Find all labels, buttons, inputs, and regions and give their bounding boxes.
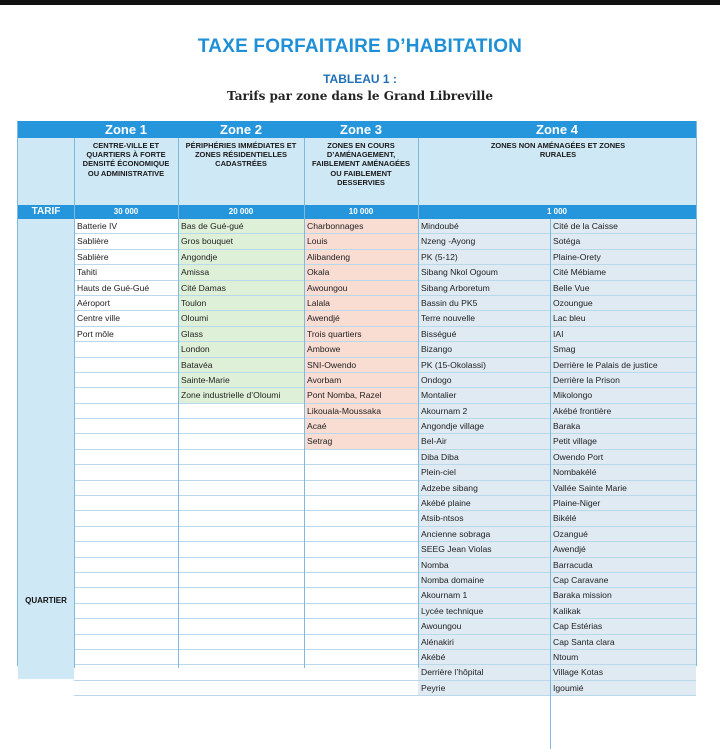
empty-cell xyxy=(178,542,304,557)
table-cell: Petit village xyxy=(550,434,696,449)
empty-cell xyxy=(304,665,418,680)
table-cell: Nombakélé xyxy=(550,465,696,480)
top-bar xyxy=(0,0,720,5)
zone3-column xyxy=(304,219,418,696)
table-cell: Zone industrielle d’Oloumi xyxy=(178,388,304,403)
zone4-tarif: 1 000 xyxy=(546,207,568,216)
table-cell: Cap Caravane xyxy=(550,573,696,588)
table-cell: Acaé xyxy=(304,419,418,434)
empty-cell xyxy=(304,465,418,480)
table-cell: Bizango xyxy=(418,342,550,357)
empty-cell xyxy=(178,604,304,619)
table-cell: Charbonnages xyxy=(304,219,418,234)
table-cell: Cap Estérias xyxy=(550,619,696,634)
empty-cell xyxy=(74,496,178,511)
table-cell: Vallée Sainte Marie xyxy=(550,481,696,496)
empty-cell xyxy=(74,404,178,419)
table-cell: Likouala-Moussaka xyxy=(304,404,418,419)
empty-cell xyxy=(74,450,178,465)
table-cell: Cité de la Caisse xyxy=(550,219,696,234)
table-cell: SNI-Owendo xyxy=(304,358,418,373)
table-cell: Gros bouquet xyxy=(178,234,304,249)
table-cell: Sablière xyxy=(74,250,178,265)
table-cell: Nomba domaine xyxy=(418,573,550,588)
table-cell: Barracuda xyxy=(550,558,696,573)
empty-cell xyxy=(178,527,304,542)
table-cell: Diba Diba xyxy=(418,450,550,465)
table-cell: Cap Santa clara xyxy=(550,635,696,650)
table-cell: Bikélé xyxy=(550,511,696,526)
zone3-tarif: 10 000 xyxy=(348,207,374,216)
empty-cell xyxy=(74,511,178,526)
table-cell: Angondje xyxy=(178,250,304,265)
table-cell: Alénakiri xyxy=(418,635,550,650)
table-cell: Cité Mébiame xyxy=(550,265,696,280)
table-cell: Derrière le Palais de justice xyxy=(550,358,696,373)
table-cell: Glass xyxy=(178,327,304,342)
table-cell: Sibang Arboretum xyxy=(418,281,550,296)
table-cell: Sotéga xyxy=(550,234,696,249)
table-cell: Plein-ciel xyxy=(418,465,550,480)
empty-cell xyxy=(304,527,418,542)
table-cell: Awoungou xyxy=(304,281,418,296)
table-cell: Bassin du PK5 xyxy=(418,296,550,311)
table-cell: Sainte-Marie xyxy=(178,373,304,388)
empty-cell xyxy=(304,604,418,619)
table-cell: PK (5-12) xyxy=(418,250,550,265)
zone3-header: Zone 3 xyxy=(304,121,418,138)
zone2-description: PÉRIPHÉRIES IMMÉDIATES ET ZONES RÉSIDENTIELLES CADASTRÉES xyxy=(185,141,297,169)
table-cell: Toulon xyxy=(178,296,304,311)
empty-cell xyxy=(304,558,418,573)
table-cell: Sibang Nkol Ogoum xyxy=(418,265,550,280)
table-cell: Derrière l’hôpital xyxy=(418,665,550,680)
empty-cell xyxy=(74,542,178,557)
divider xyxy=(178,138,179,668)
quartier-label: QUARTIER xyxy=(25,596,67,605)
empty-cell xyxy=(178,573,304,588)
table-cell: Terre nouvelle xyxy=(418,311,550,326)
table-cell: Amissa xyxy=(178,265,304,280)
table-cell: Ondogo xyxy=(418,373,550,388)
empty-cell xyxy=(178,650,304,665)
empty-cell xyxy=(74,481,178,496)
empty-cell xyxy=(74,419,178,434)
table-number: TABLEAU 1 : xyxy=(323,72,397,86)
zone1-column xyxy=(74,219,178,696)
table-cell: Baraka xyxy=(550,419,696,434)
empty-cell xyxy=(304,450,418,465)
empty-cell xyxy=(74,342,178,357)
table-cell: Baraka mission xyxy=(550,588,696,603)
empty-cell xyxy=(304,619,418,634)
table-cell: Lycée technique xyxy=(418,604,550,619)
table-cell: Louis xyxy=(304,234,418,249)
empty-cell xyxy=(74,388,178,403)
empty-cell xyxy=(304,481,418,496)
table-caption: Tarifs par zone dans le Grand Libreville xyxy=(226,89,493,103)
side-column xyxy=(18,219,74,679)
table-cell: Hauts de Gué-Gué xyxy=(74,281,178,296)
table-cell: Awendjé xyxy=(304,311,418,326)
empty-cell xyxy=(178,511,304,526)
table-cell: Angondje village xyxy=(418,419,550,434)
zone4-header: Zone 4 xyxy=(418,121,696,138)
empty-cell xyxy=(178,404,304,419)
table-cell: Akébé plaine xyxy=(418,496,550,511)
empty-cell xyxy=(178,450,304,465)
zone4-description: ZONES NON AMÉNAGÉES ET ZONES RURALES xyxy=(490,141,626,160)
empty-cell xyxy=(304,635,418,650)
table-cell: PK (15-Okolassi) xyxy=(418,358,550,373)
empty-cell xyxy=(178,496,304,511)
empty-cell xyxy=(74,588,178,603)
tarif-label: TARIF xyxy=(31,206,61,217)
table-cell: Bisségué xyxy=(418,327,550,342)
table-cell: London xyxy=(178,342,304,357)
table-cell: Plaine-Niger xyxy=(550,496,696,511)
table-cell: Nomba xyxy=(418,558,550,573)
tariff-table xyxy=(17,121,697,693)
table-cell: Port môle xyxy=(74,327,178,342)
table-cell: Okala xyxy=(304,265,418,280)
empty-cell xyxy=(74,527,178,542)
empty-cell xyxy=(74,358,178,373)
empty-cell xyxy=(74,604,178,619)
table-cell: Aéroport xyxy=(74,296,178,311)
table-cell: Bel-Air xyxy=(418,434,550,449)
zone4-right-column xyxy=(550,219,696,696)
divider xyxy=(304,138,305,668)
table-cell: Adzebe sibang xyxy=(418,481,550,496)
table-cell: Peyrie xyxy=(418,681,550,696)
table-cell: Setrag xyxy=(304,434,418,449)
table-cell: SEEG Jean Violas xyxy=(418,542,550,557)
table-cell: Awoungou xyxy=(418,619,550,634)
zone2-column xyxy=(178,219,304,696)
table-cell: Ntoum xyxy=(550,650,696,665)
empty-cell xyxy=(178,619,304,634)
table-cell: Bas de Gué-gué xyxy=(178,219,304,234)
table-cell: Ancienne sobraga xyxy=(418,527,550,542)
table-cell: Lac bleu xyxy=(550,311,696,326)
table-cell: Village Kotas xyxy=(550,665,696,680)
table-cell: Akébé xyxy=(418,650,550,665)
zone3-description: ZONES EN COURS D’AMÉNAGEMENT, FAIBLEMENT AMÉNAGÉES OU FAIBLEMENT DESSERVIES xyxy=(311,141,411,187)
table-cell: Cité Damas xyxy=(178,281,304,296)
empty-cell xyxy=(74,681,178,696)
table-cell: Ozangué xyxy=(550,527,696,542)
table-cell: Ozoungue xyxy=(550,296,696,311)
table-cell: Nzeng -Ayong xyxy=(418,234,550,249)
table-cell: Derrière la Prison xyxy=(550,373,696,388)
empty-cell xyxy=(178,588,304,603)
empty-cell xyxy=(178,635,304,650)
empty-cell xyxy=(74,573,178,588)
empty-cell xyxy=(304,681,418,696)
empty-cell xyxy=(178,419,304,434)
divider xyxy=(74,138,75,668)
table-cell: Pont Nomba, Razel xyxy=(304,388,418,403)
divider xyxy=(418,138,419,668)
table-cell: Lalala xyxy=(304,296,418,311)
table-cell: Tahiti xyxy=(74,265,178,280)
table-cell: Belle Vue xyxy=(550,281,696,296)
empty-cell xyxy=(74,635,178,650)
table-cell: Owendo Port xyxy=(550,450,696,465)
table-cell: Trois quartiers xyxy=(304,327,418,342)
empty-cell xyxy=(178,434,304,449)
empty-cell xyxy=(304,573,418,588)
empty-cell xyxy=(304,650,418,665)
table-cell: Batterie IV xyxy=(74,219,178,234)
table-cell: IAI xyxy=(550,327,696,342)
table-cell: Akébé frontière xyxy=(550,404,696,419)
page-title: TAXE FORFAITAIRE D’HABITATION xyxy=(197,36,523,57)
empty-cell xyxy=(178,665,304,680)
table-cell: Plaine-Orety xyxy=(550,250,696,265)
empty-cell xyxy=(304,588,418,603)
table-cell: Smag xyxy=(550,342,696,357)
table-cell: Sablière xyxy=(74,234,178,249)
table-cell: Ambowe xyxy=(304,342,418,357)
table-cell: Mikolongo xyxy=(550,388,696,403)
empty-cell xyxy=(304,511,418,526)
zone2-tarif: 20 000 xyxy=(228,207,254,216)
table-cell: Atsib-ntsos xyxy=(418,511,550,526)
divider xyxy=(550,219,551,749)
empty-cell xyxy=(304,496,418,511)
empty-cell xyxy=(178,465,304,480)
table-cell: Avorbam xyxy=(304,373,418,388)
zone4-left-column xyxy=(418,219,550,696)
table-cell: Awendjé xyxy=(550,542,696,557)
zone1-description: CENTRE-VILLE ET QUARTIERS À FORTE DENSITÉ ÉCONOMIQUE OU ADMINISTRATIVE xyxy=(82,141,170,178)
empty-cell xyxy=(74,650,178,665)
table-cell: Montalier xyxy=(418,388,550,403)
table-cell: Oloumi xyxy=(178,311,304,326)
empty-cell xyxy=(178,681,304,696)
table-cell: Akournam 2 xyxy=(418,404,550,419)
table-cell: Akournam 1 xyxy=(418,588,550,603)
table-cell: Batavéa xyxy=(178,358,304,373)
empty-cell xyxy=(178,558,304,573)
empty-cell xyxy=(74,465,178,480)
empty-cell xyxy=(74,434,178,449)
table-cell: Alibandeng xyxy=(304,250,418,265)
empty-cell xyxy=(74,665,178,680)
table-cell: Kalikak xyxy=(550,604,696,619)
zone1-tarif: 30 000 xyxy=(113,207,139,216)
zone2-header: Zone 2 xyxy=(178,121,304,138)
zone1-header: Zone 1 xyxy=(74,121,178,138)
table-cell: Centre ville xyxy=(74,311,178,326)
table-cell: Igoumié xyxy=(550,681,696,696)
empty-cell xyxy=(74,619,178,634)
empty-cell xyxy=(74,373,178,388)
empty-cell xyxy=(304,542,418,557)
table-cell: Mindoubé xyxy=(418,219,550,234)
empty-cell xyxy=(74,558,178,573)
empty-cell xyxy=(178,481,304,496)
